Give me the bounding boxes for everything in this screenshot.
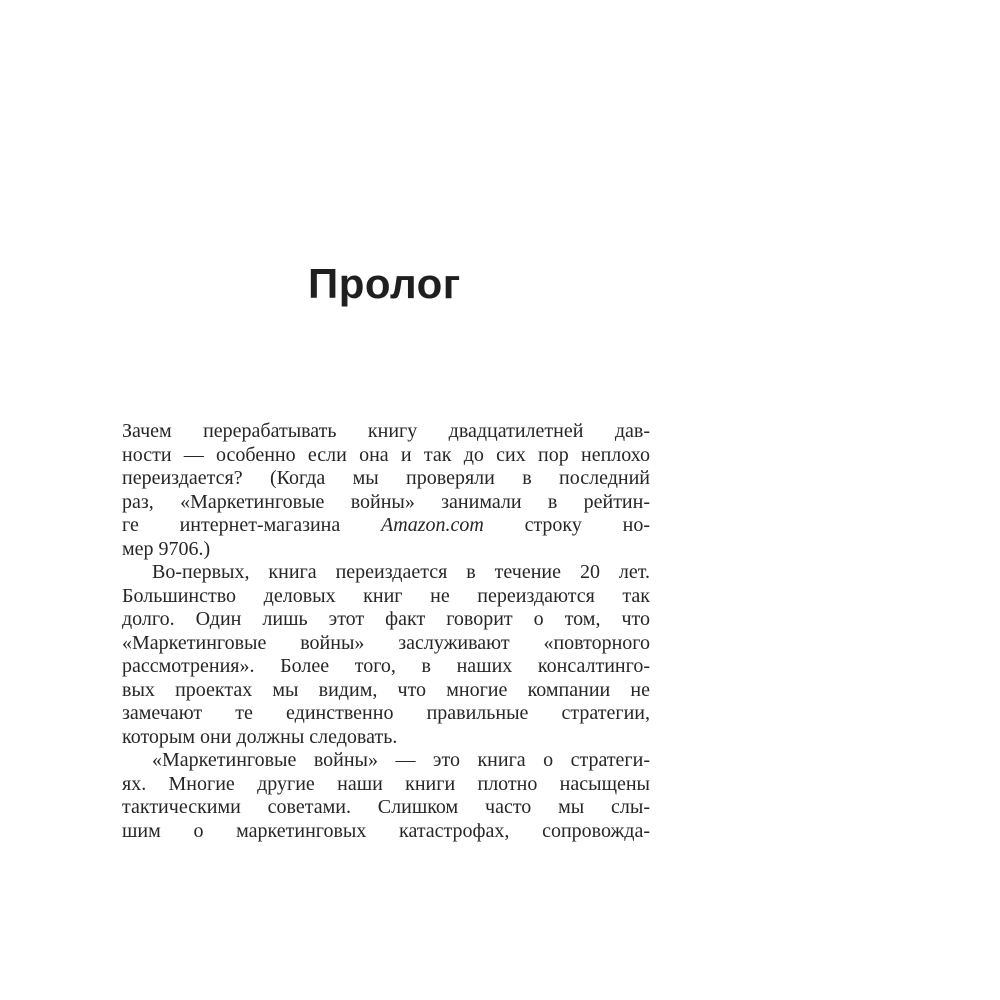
text-line: Зачем перерабатывать книгу двадцатилетней дав- (122, 420, 650, 442)
text-line: ях. Многие другие наши книги плотно насыщены (122, 772, 650, 795)
text-line: ности — особенно если она и так до сих пор неплохо (122, 443, 650, 466)
text-line: шим о маркетинговых катастрофах, сопровожда- (122, 819, 650, 842)
text-line: замечают те единственно правильные стратегии, (122, 702, 650, 724)
text-line: «Маркетинговые войны» заслуживают «повторного (122, 631, 650, 654)
text-line: переиздается? (Когда мы проверяли в последний (122, 467, 650, 489)
text-line: рассмотрения». Более того, в наших консалтинго- (122, 655, 650, 677)
text-line: которым они должны следовать. (122, 725, 398, 748)
text-line: ге интернет-магазина Amazon.com строку но- (122, 514, 650, 536)
text-line: раз, «Маркетинговые войны» занимали в рейтин- (122, 490, 650, 513)
text-line: вых проектах мы видим, что многие компании не (122, 678, 650, 701)
text-line: Во-первых, книга переиздается в течение 20 лет. (152, 561, 650, 583)
text-line: долго. Один лишь этот факт говорит о том, что (122, 608, 650, 630)
text-line: мер 9706.) (122, 537, 211, 560)
text-line: Большинство деловых книг не переиздаются так (122, 584, 650, 607)
text-line: тактическими советами. Слишком часто мы слы- (122, 796, 650, 818)
text-line: «Маркетинговые войны» — это книга о стратеги- (152, 749, 650, 771)
body-text (122, 420, 650, 843)
chapter-heading: Пролог (308, 260, 461, 308)
